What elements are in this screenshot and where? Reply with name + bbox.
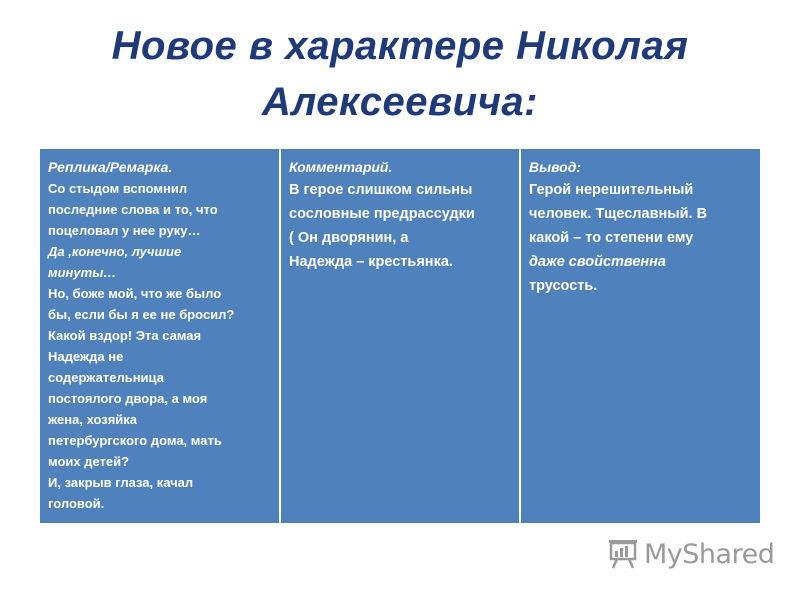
replica-line: моих детей?: [48, 454, 130, 469]
comment-cell: [280, 149, 520, 523]
comment-line: ( Он дворянин, а: [289, 230, 409, 246]
replica-line: Но, боже мой, что же было: [48, 286, 222, 301]
replica-line: головой.: [48, 496, 105, 511]
replica-line: поцеловал у нее руку…: [48, 223, 201, 238]
conclusion-cell: [520, 149, 760, 523]
replica-line: содержательница: [48, 370, 164, 385]
replica-line: жена, хозяйка: [48, 412, 138, 427]
conclusion-line: человек. Тщеславный. В: [529, 206, 708, 222]
table-row: [40, 149, 760, 523]
replica-line: бы, если бы я ее не бросил?: [48, 307, 235, 322]
conclusion-header: Вывод:: [529, 159, 582, 175]
replica-line: минуты…: [48, 265, 117, 280]
comment-header: Комментарий.: [289, 159, 393, 175]
replica-line: Со стыдом вспомнил: [48, 181, 188, 196]
slide-title: [40, 18, 760, 130]
myshared-logo[interactable]: [606, 534, 774, 574]
slide-title-line-2: Алексеевича:: [262, 80, 538, 124]
presentation-board-icon: [606, 537, 640, 571]
slide-title-line-1: Новое в характере Николая: [111, 24, 689, 68]
conclusion-line: трусость.: [529, 278, 598, 294]
conclusion-line: какой – то степени ему: [529, 230, 694, 246]
replica-line: И, закрыв глаза, качал: [48, 475, 194, 490]
replica-header: Реплика/Ремарка.: [48, 159, 173, 175]
replica-line: Да ,конечно, лучшие: [48, 244, 182, 259]
comment-line: Надежда – крестьянка.: [289, 254, 453, 270]
content-table: [40, 149, 760, 523]
replica-line: постоялого двора, а моя: [48, 391, 208, 406]
conclusion-line: даже свойственна: [529, 254, 666, 270]
conclusion-line: Герой нерешительный: [529, 182, 694, 198]
comment-line: В герое слишком сильны: [289, 182, 473, 198]
logo-text: MyShared: [644, 538, 775, 570]
replica-line: Надежда не: [48, 349, 124, 364]
comment-line: сословные предрассудки: [289, 206, 475, 222]
replica-cell: [40, 149, 280, 523]
replica-line: Какой вздор! Эта самая: [48, 328, 202, 343]
replica-line: петербургского дома, мать: [48, 433, 222, 448]
replica-line: последние слова и то, что: [48, 202, 218, 217]
